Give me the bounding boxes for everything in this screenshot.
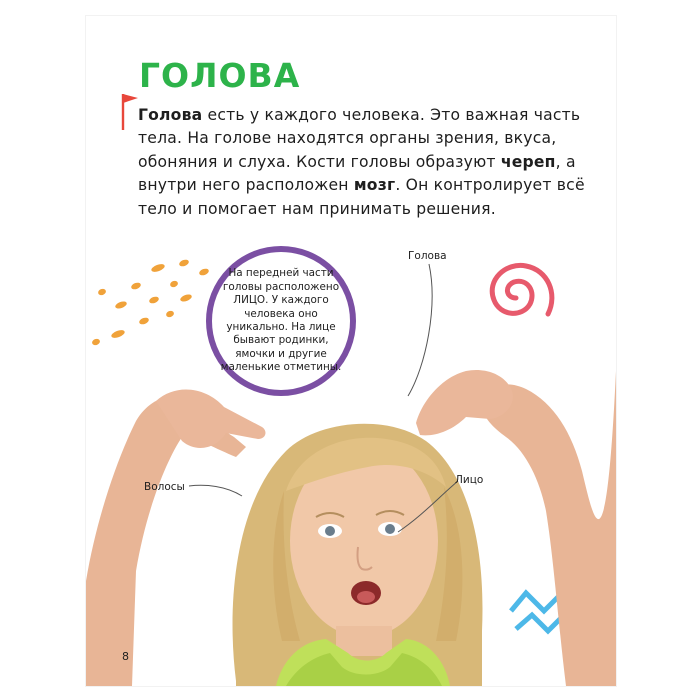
term-brain: мозг bbox=[353, 176, 396, 195]
callout-circle bbox=[206, 246, 356, 396]
book-page bbox=[86, 16, 616, 686]
intro-text-2: , а внутри него расположен bbox=[138, 152, 576, 195]
label-hair: Волосы bbox=[144, 481, 185, 493]
term-head: Голова bbox=[138, 106, 203, 124]
callout-text: На передней части головы расположено ЛИЦО. У каждого человека оно уникально. На лице бывают родинки, ямочки и другие маленькие отметины. bbox=[220, 267, 342, 374]
term-skull: череп bbox=[500, 152, 556, 171]
label-head: Голова bbox=[408, 250, 447, 262]
page-number: 8 bbox=[122, 650, 129, 663]
intro-text-3: . Он контролирует всё тело и помогает нам принимать решения. bbox=[138, 176, 585, 218]
label-face: Лицо bbox=[455, 474, 484, 486]
page-title: ГОЛОВА bbox=[139, 56, 301, 95]
label-leaders bbox=[86, 16, 616, 686]
intro-text-1: есть у каждого человека. Это важная часть тела. На голове находятся органы зрения, вкуса, обоняния и слуха. Кости головы образуют bbox=[138, 106, 581, 171]
